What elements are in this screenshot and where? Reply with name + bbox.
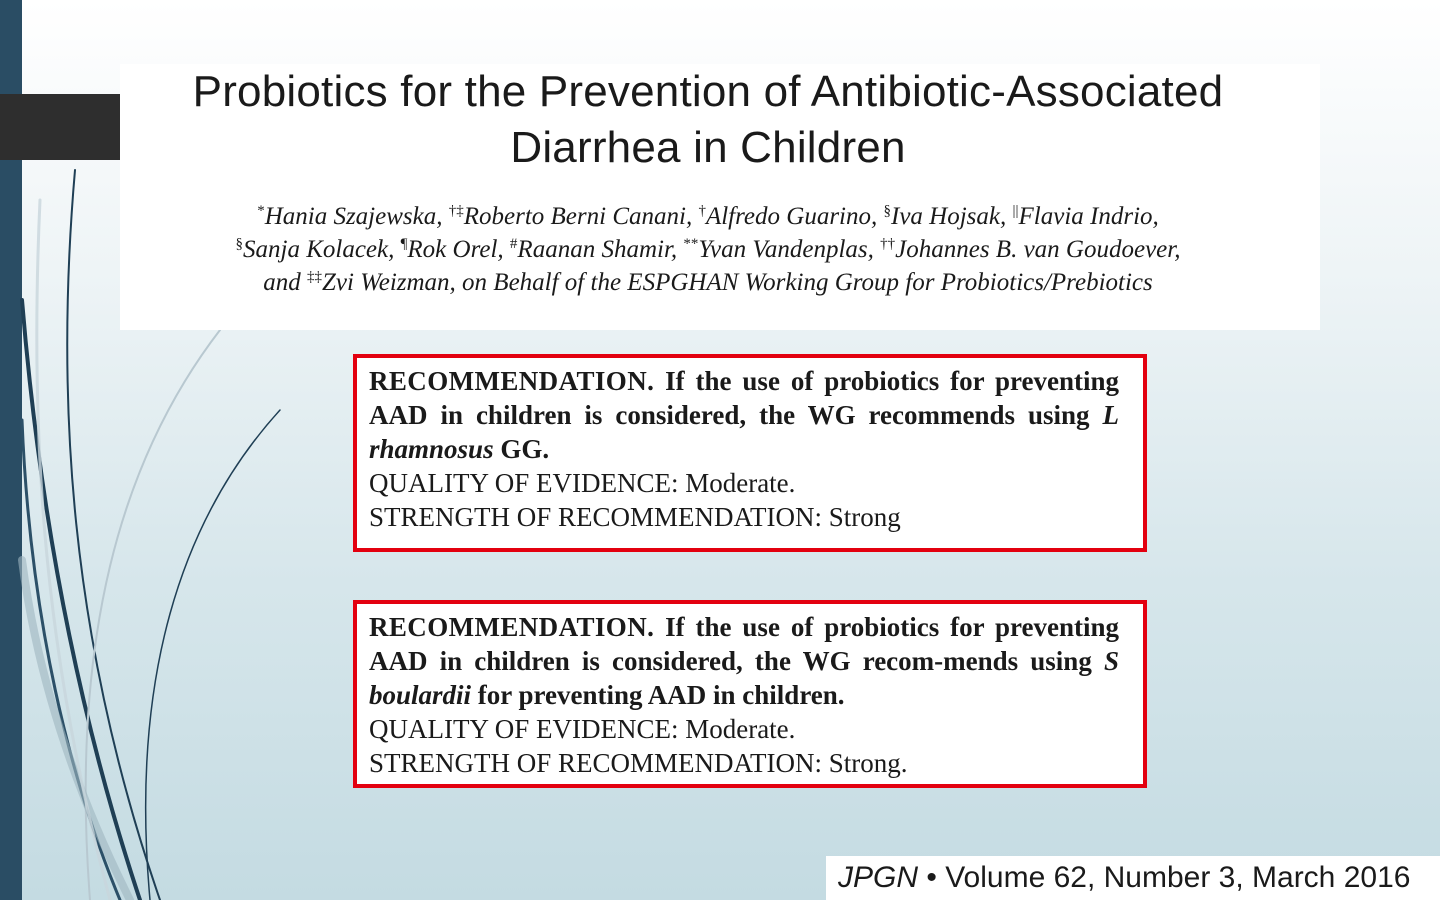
recommendation-box-s-boulardii xyxy=(353,600,1147,788)
organism-name: S boulardii xyxy=(369,646,1119,710)
author-line-2: §Sanja Kolacek, ¶Rok Orel, #Raanan Shamir, **Yvan Vandenplas, ††Johannes B. van Goudoever, xyxy=(235,236,1181,263)
quality-of-evidence: QUALITY OF EVIDENCE: Moderate. xyxy=(369,714,796,744)
author-line-1: *Hania Szajewska, †‡Roberto Berni Canani, †Alfredo Guarino, §Iva Hojsak, ||Flavia Indrio, xyxy=(257,203,1159,230)
organism-name: L rhamnosus xyxy=(369,400,1119,464)
strength-of-recommendation: STRENGTH OF RECOMMENDATION: Strong xyxy=(369,502,901,532)
author-line-3: and ‡‡Zvi Weizman, on Behalf of the ESPGHAN Working Group for Probiotics/Prebiotics xyxy=(263,269,1153,296)
journal-citation xyxy=(826,856,1440,900)
recommendation-text: RECOMMENDATION. If the use of probiotics for preventing AAD in children is considered, the WG recommends using L rhamnosus GG. xyxy=(369,366,1119,464)
strength-of-recommendation: STRENGTH OF RECOMMENDATION: Strong. xyxy=(369,748,908,778)
paper-title-line2: Diarrhea in Children xyxy=(510,123,906,172)
quality-of-evidence: QUALITY OF EVIDENCE: Moderate. xyxy=(369,468,796,498)
recommendation-text: RECOMMENDATION. If the use of probiotics for preventing AAD in children is considered, the WG recom-mends using S boulardii for preventing AAD in children. xyxy=(369,612,1119,710)
author-list xyxy=(140,200,1276,299)
journal-issue-details: • Volume 62, Number 3, March 2016 xyxy=(918,861,1411,894)
paper-title xyxy=(120,64,1296,176)
recommendation-box-l-rhamnosus xyxy=(353,354,1147,552)
paper-title-line1: Probiotics for the Prevention of Antibiotic-Associated xyxy=(192,67,1224,116)
recommendation-lead: RECOMMENDATION. xyxy=(369,366,655,396)
recommendation-lead: RECOMMENDATION. xyxy=(369,612,655,642)
paper-header-panel xyxy=(120,64,1320,330)
journal-name: JPGN xyxy=(838,861,919,894)
